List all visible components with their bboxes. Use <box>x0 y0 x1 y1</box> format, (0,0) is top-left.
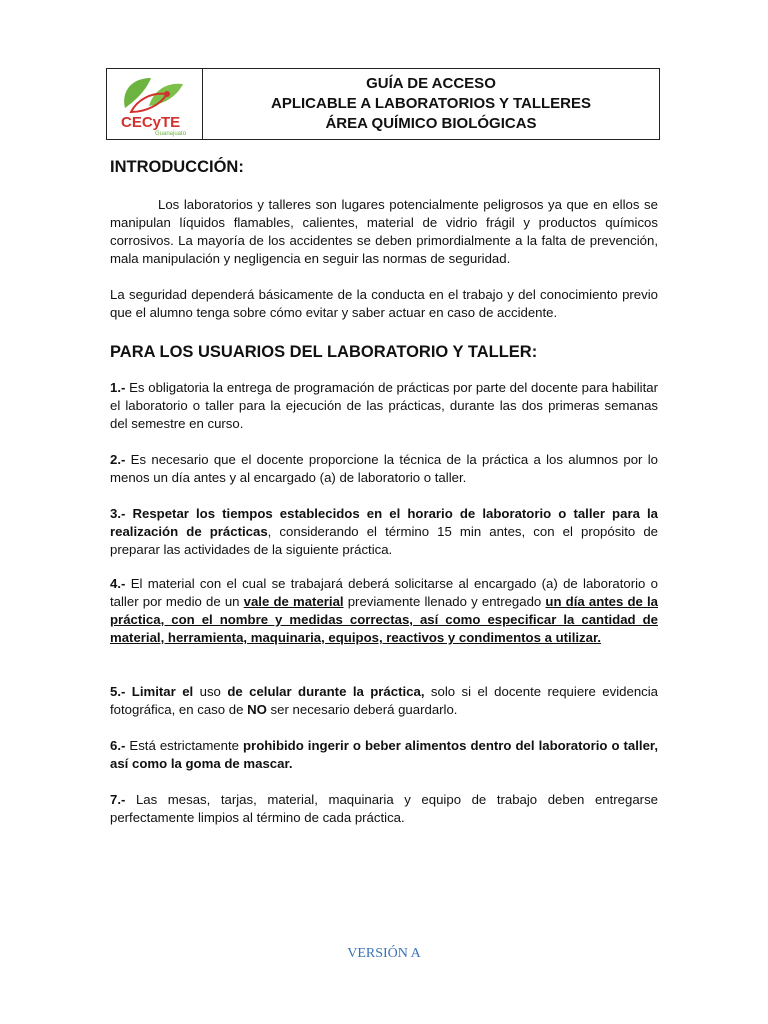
rule-6 <box>110 737 658 773</box>
rule-3 <box>110 505 658 559</box>
rule-number: 1.- <box>110 380 126 395</box>
intro-paragraph-2 <box>110 286 658 322</box>
document-header <box>106 68 660 140</box>
rule-text: Está estrictamente <box>125 738 243 753</box>
title-line: GUÍA DE ACCESO <box>366 75 496 92</box>
title-line: ÁREA QUÍMICO BIOLÓGICAS <box>325 115 537 132</box>
rule-bold-text: Limitar el <box>125 684 194 699</box>
rule-7 <box>110 791 658 827</box>
rule-number: 5.- <box>110 684 126 699</box>
rule-text: uso <box>193 684 228 699</box>
rule-text: Las mesas, tarjas, material, maquinaria y equipo de trabajo deben entregarse perfectamente limpios al término de cada práctica. <box>110 792 658 825</box>
rule-bold-text: NO <box>247 702 267 717</box>
rule-2 <box>110 451 658 487</box>
rule-underlined-text: un día antes de la práctica, con el nombre y medidas correctas, así como especificar la cantidad de material, herramienta, maquinaria, equipos, reactivos y condimentos a utilizar. <box>110 594 658 645</box>
title-line: APLICABLE A LABORATORIOS Y TALLERES <box>270 95 592 112</box>
rule-5 <box>110 683 658 719</box>
rule-text: solo si el docente requiere evidencia fotográfica, en caso de <box>110 684 659 717</box>
rule-1 <box>110 379 658 433</box>
rule-text: El material con el cual se trabajará deberá solicitarse al encargado (a) de laboratorio o taller por medio de un <box>110 576 658 609</box>
logo-cell <box>107 69 203 139</box>
intro-text-2: La seguridad dependerá básicamente de la conducta en el trabajo y del conocimiento previo que el alumno tenga sobre cómo evitar y saber actuar en caso de accidente. <box>110 287 658 320</box>
cecyte-logo-icon <box>117 72 193 138</box>
rule-text: ser necesario deberá guardarlo. <box>266 702 458 717</box>
rule-text: Es necesario que el docente proporcione la técnica de la práctica a los alumnos por lo menos un día antes y al encargado (a) de laboratorio o taller. <box>110 452 658 485</box>
header-title <box>203 69 659 139</box>
rule-underlined-text: vale de material <box>243 594 344 609</box>
rule-number: 4.- <box>110 576 126 591</box>
rule-text: previamente llenado y entregado <box>343 594 546 609</box>
rule-text: Es obligatoria la entrega de programación de prácticas por parte del docente para habilitar el laboratorio o taller para la ejecución de las prácticas, durante las dos primeras semanas del semestre en curso. <box>110 380 658 431</box>
rule-bold-text: prohibido ingerir o beber alimentos dentro del laboratorio o taller, así como la goma de mascar. <box>110 738 658 771</box>
intro-paragraph-1 <box>110 196 658 268</box>
rules-heading-block <box>110 343 658 362</box>
rule-4 <box>110 575 658 647</box>
rule-bold-text: de celular durante la práctica, <box>227 684 425 699</box>
intro-heading: INTRODUCCIÓN: <box>110 158 244 176</box>
intro-text-1: Los laboratorios y talleres son lugares potencialmente peligrosos ya que en ellos se manipulan líquidos flamables, calientes, material de vidrio frágil y productos químicos corrosivos. La mayoría de los accidentes se deben primordialmente a la falta de prevención, mala manipulación y negligencia en seguir las normas de seguridad. <box>110 197 658 266</box>
rule-number: 2.- <box>110 452 126 467</box>
version-footer: VERSIÓN A <box>347 946 421 961</box>
rule-text: , considerando el término 15 min antes, con el propósito de preparar las actividades de la siguiente práctica. <box>110 524 658 557</box>
rule-number: 7.- <box>110 792 126 807</box>
rule-number: 6.- <box>110 738 126 753</box>
rule-bold-text: Respetar los tiempos establecidos en el horario de laboratorio o taller para la realización de prácticas <box>110 506 658 539</box>
logo-subtext: Guanajuato <box>155 131 187 137</box>
logo-text: CECyTE <box>121 114 181 131</box>
rule-number: 3.- <box>110 506 126 521</box>
rules-heading: PARA LOS USUARIOS DEL LABORATORIO Y TALLER: <box>110 343 538 361</box>
intro-heading-block <box>110 158 658 177</box>
